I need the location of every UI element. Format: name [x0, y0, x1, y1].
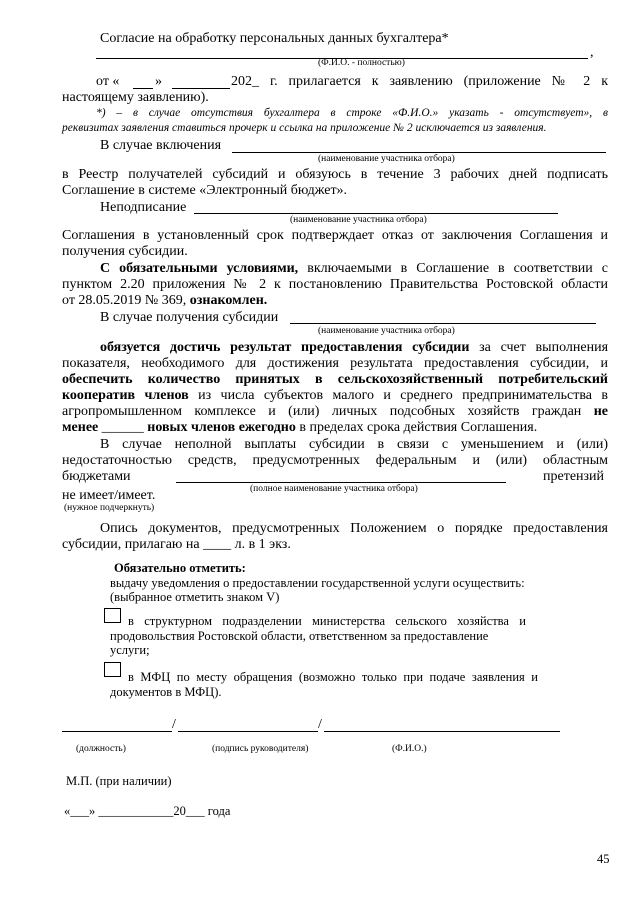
partial-line-1: В случае неполной выплаты субсидии в связи с уменьшением и (или): [100, 437, 608, 452]
stamp-label: М.П. (при наличии): [66, 774, 172, 788]
sign-date: «___» ____________20___ года: [64, 804, 231, 818]
receiving-line-4: кооператив членов из числа субъектов малого и среднего предпринимательства в: [62, 388, 609, 403]
consent-title: Согласие на обработку персональных данных бухгалтера*: [100, 31, 449, 46]
mandatory-line-2: (выбранное отметить знаком V): [110, 590, 280, 604]
checkbox-ministry[interactable]: [104, 608, 121, 623]
inclusion-text-1: в Реестр получателей субсидий и обязуюсь в течение 3 рабочих дней подписать: [62, 167, 608, 182]
inclusion-label: В случае включения: [100, 138, 222, 153]
conditions-line-3: от 28.05.2019 № 369, ознакомлен.: [62, 293, 268, 308]
inventory-line-1: Опись документов, предусмотренных Положением о порядке предоставления: [100, 521, 608, 536]
receiving-line-6: менее ______ новых членов ежегодно в пределах срока действия Соглашения.: [62, 420, 538, 435]
inclusion-caption: (наименование участника отбора): [318, 154, 455, 164]
option-ministry-line-1: в структурном подразделении министерства сельского хозяйства и: [128, 614, 526, 628]
mandatory-heading: Обязательно отметить:: [114, 561, 246, 575]
position-line: [62, 731, 172, 732]
fio-sign-caption: (Ф.И.О.): [392, 744, 427, 754]
position-caption: (должность): [76, 744, 126, 754]
date-year: 202_: [231, 74, 259, 89]
checkbox-mfc[interactable]: [104, 662, 121, 677]
fio-caption: (Ф.И.О. - полностью): [318, 58, 405, 68]
option-ministry-line-3: услуги;: [110, 643, 150, 657]
nonsigning-label: Неподписание: [100, 200, 187, 215]
partial-caption-2: (нужное подчеркнуть): [64, 503, 155, 513]
page-number: 45: [597, 852, 610, 866]
nonsigning-text-2: получения субсидии.: [62, 244, 188, 259]
conditions-line-2: пунктом 2.20 приложения № 2 к постановлению Правительства Ростовской области: [62, 277, 608, 292]
date-month-line: [172, 88, 230, 89]
receiving-line-5: агропромышленном комплексе и (или) личных подсобных хозяйств граждан не: [62, 404, 609, 419]
date-quote: »: [155, 74, 162, 89]
fio-sign-line: [324, 731, 560, 732]
nonsigning-line: [194, 213, 558, 214]
consent-note-1: *) – в случае отсутствия бухгалтера в строке «Ф.И.О.» указать - отсутствует», в: [96, 107, 608, 119]
nonsigning-caption: (наименование участника отбора): [290, 215, 427, 225]
partial-line-4: не имеет/имеет.: [62, 488, 156, 503]
inclusion-line: [232, 152, 606, 153]
sign-line: [178, 731, 318, 732]
receiving-line: [290, 323, 596, 324]
fio-comma: ,: [590, 45, 594, 60]
partial-caption: (полное наименование участника отбора): [250, 484, 418, 494]
conditions-line-1: С обязательными условиями, включаемыми в Соглашение в соответствии с: [100, 261, 609, 276]
option-mfc-line-2: документов в МФЦ).: [110, 685, 222, 699]
partial-word-left: бюджетами: [62, 469, 131, 484]
nonsigning-text-1: Соглашения в установленный срок подтверждает отказ от заключения Соглашения и: [62, 228, 608, 243]
consent-line2: настоящему заявлению).: [62, 90, 209, 105]
receiving-line-3: обеспечить количество принятых в сельскохозяйственный потребительский: [62, 372, 608, 387]
partial-line-2: недостаточностью средств, предусмотренных федеральным и (или) областным: [62, 453, 608, 468]
date-from: от «: [96, 74, 120, 89]
partial-line: [176, 482, 506, 483]
consent-note-2: реквизитах заявления ставиться прочерк и ссылка на приложение № 2 исключается из заявления.: [62, 122, 547, 134]
date-day-line: [133, 88, 153, 89]
receiving-caption: (наименование участника отбора): [318, 326, 455, 336]
inclusion-text-2: Соглашение в системе «Электронный бюджет».: [62, 183, 348, 198]
inventory-line-2: субсидии, прилагаю на ____ л. в 1 экз.: [62, 537, 291, 552]
mandatory-line-1: выдачу уведомления о предоставлении государственной услуги осуществить:: [110, 576, 525, 590]
receiving-line-2: показателя, необходимого для достижения результата предоставления субсидии, и: [62, 356, 608, 371]
slash-2: /: [318, 717, 322, 732]
option-ministry-line-2: продовольствия Ростовской области, ответственном за предоставление: [110, 629, 489, 643]
receiving-label: В случае получения субсидии: [100, 310, 279, 325]
slash-1: /: [172, 717, 176, 732]
consent-line1-rest: г. прилагается к заявлению (приложение № 2 к: [270, 74, 608, 89]
sign-caption: (подпись руководителя): [212, 744, 309, 754]
option-mfc-line-1: в МФЦ по месту обращения (возможно только при подаче заявления и: [128, 670, 538, 684]
receiving-line-1: обязуется достичь результат предоставления субсидии за счет выполнения: [100, 340, 609, 355]
partial-word-right: претензий: [543, 469, 605, 484]
